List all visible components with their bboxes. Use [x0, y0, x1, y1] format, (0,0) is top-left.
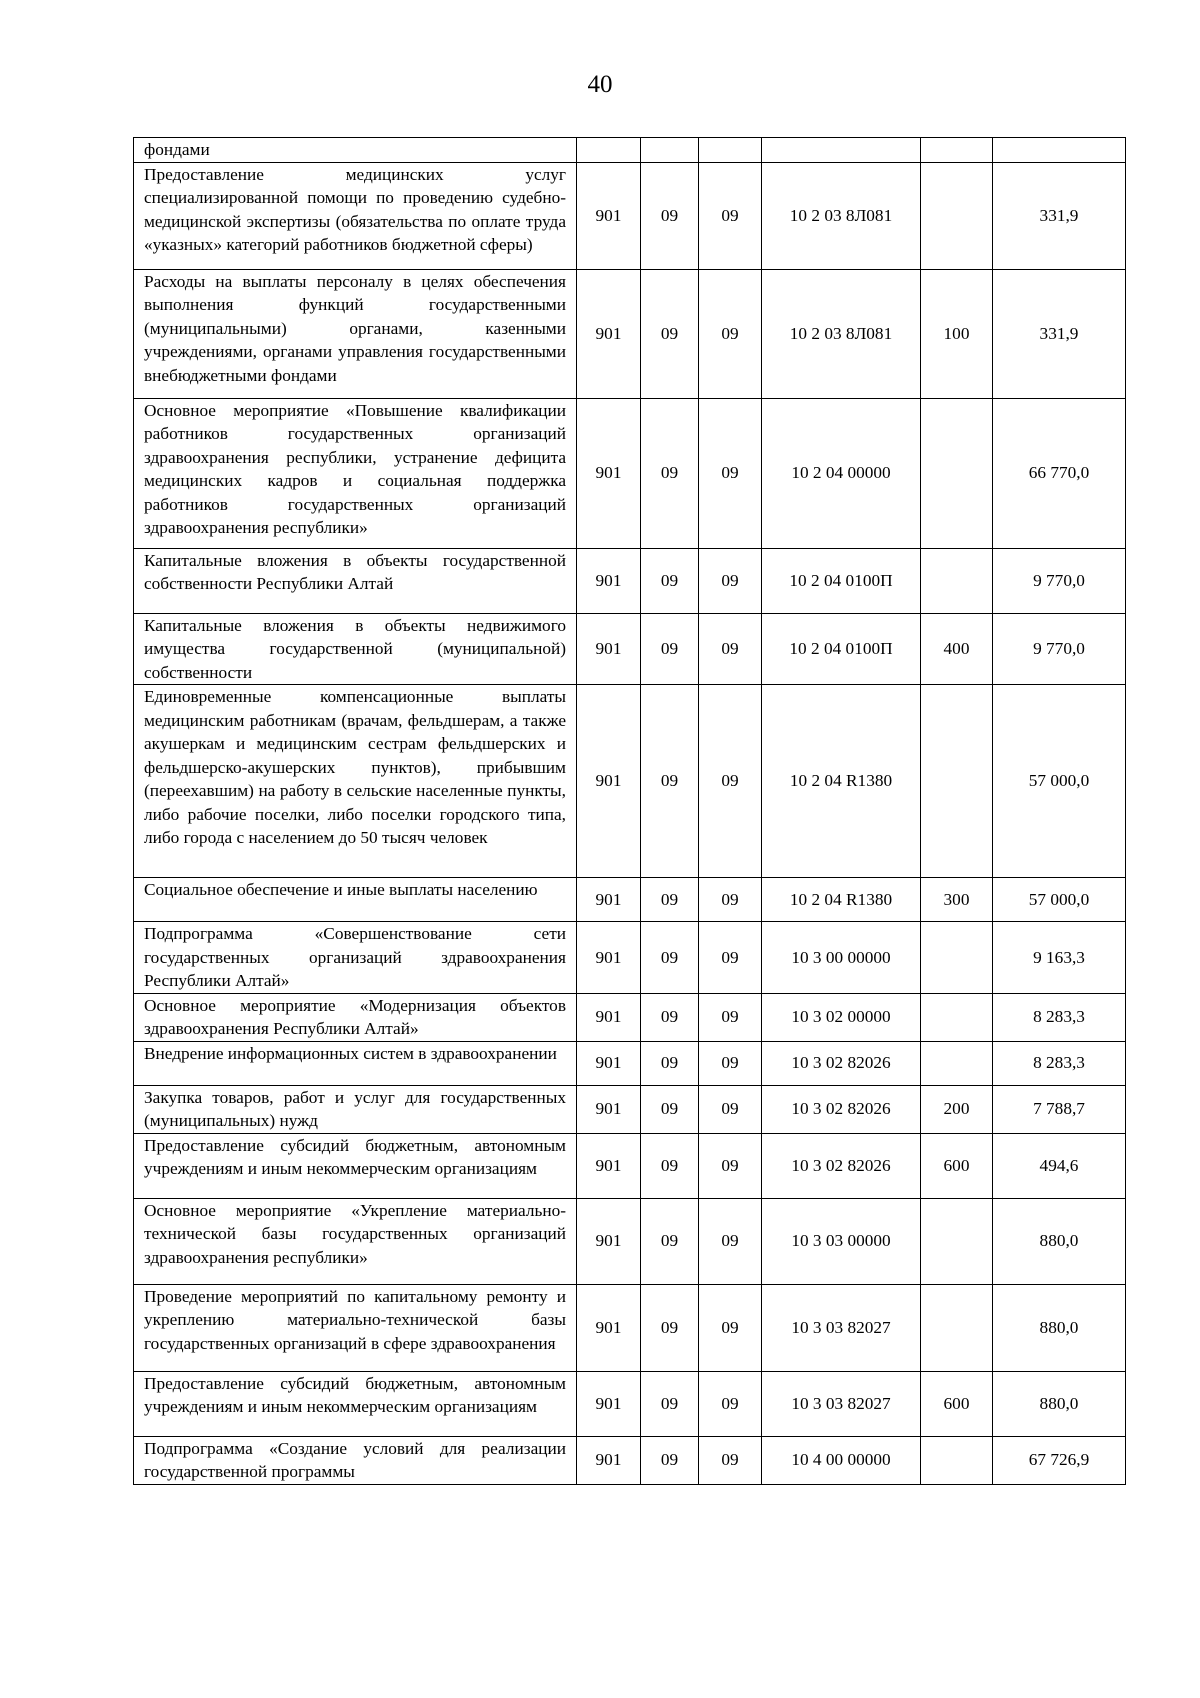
cell-section: 09	[641, 878, 699, 922]
cell-amount: 880,0	[993, 1198, 1126, 1284]
cell-section: 09	[641, 613, 699, 685]
cell-target-article: 10 3 02 82026	[762, 1041, 921, 1085]
cell-description: Капитальные вложения в объекты недвижимого имущества государственной (муниципальной) собственности	[134, 613, 577, 685]
cell-admin-code: 901	[577, 1198, 641, 1284]
cell-target-article: 10 3 02 82026	[762, 1085, 921, 1133]
cell-amount: 8 283,3	[993, 993, 1126, 1041]
cell-description: Внедрение информационных систем в здравоохранении	[134, 1041, 577, 1085]
cell-section: 09	[641, 548, 699, 613]
cell-subsection: 09	[699, 613, 762, 685]
cell-amount: 57 000,0	[993, 685, 1126, 878]
cell-subsection	[699, 138, 762, 163]
cell-target-article: 10 3 02 00000	[762, 993, 921, 1041]
cell-description: Капитальные вложения в объекты государственной собственности Республики Алтай	[134, 548, 577, 613]
table-row	[134, 1041, 1126, 1085]
cell-expense-type	[921, 922, 993, 994]
cell-amount: 9 770,0	[993, 613, 1126, 685]
table-row	[134, 685, 1126, 878]
cell-target-article	[762, 138, 921, 163]
cell-section: 09	[641, 1041, 699, 1085]
table-row	[134, 1133, 1126, 1198]
cell-expense-type	[921, 1198, 993, 1284]
cell-target-article: 10 3 00 00000	[762, 922, 921, 994]
cell-description: Расходы на выплаты персоналу в целях обеспечения выполнения функций государственными (муниципальными) органами, казенными учреждениями, органами управления государственными внебюджетными фондами	[134, 269, 577, 398]
table-row	[134, 922, 1126, 994]
cell-amount: 331,9	[993, 269, 1126, 398]
cell-section: 09	[641, 162, 699, 269]
cell-amount: 8 283,3	[993, 1041, 1126, 1085]
cell-section: 09	[641, 1436, 699, 1484]
cell-subsection: 09	[699, 269, 762, 398]
cell-subsection: 09	[699, 1085, 762, 1133]
table-row	[134, 1085, 1126, 1133]
cell-description: Социальное обеспечение и иные выплаты населению	[134, 878, 577, 922]
cell-admin-code: 901	[577, 1436, 641, 1484]
cell-description: Предоставление субсидий бюджетным, автономным учреждениям и иным некоммерческим организациям	[134, 1371, 577, 1436]
cell-amount: 880,0	[993, 1284, 1126, 1371]
cell-description: Единовременные компенсационные выплаты медицинским работникам (врачам, фельдшерам, а также акушеркам и медицинским сестрам фельдшерских и фельдшерско-акушерских пунктов), прибывшим (переехавшим) на работу в сельские населенные пункты, либо рабочие поселки, либо поселки городского типа, либо города с населением до 50 тысяч человек	[134, 685, 577, 878]
cell-description: Закупка товаров, работ и услуг для государственных (муниципальных) нужд	[134, 1085, 577, 1133]
cell-subsection: 09	[699, 1133, 762, 1198]
cell-admin-code	[577, 138, 641, 163]
cell-subsection: 09	[699, 1371, 762, 1436]
cell-amount: 9 163,3	[993, 922, 1126, 994]
cell-amount	[993, 138, 1126, 163]
table-row	[134, 162, 1126, 269]
cell-amount: 331,9	[993, 162, 1126, 269]
cell-description: Основное мероприятие «Модернизация объектов здравоохранения Республики Алтай»	[134, 993, 577, 1041]
cell-amount: 880,0	[993, 1371, 1126, 1436]
budget-table	[133, 137, 1126, 1485]
cell-description: Проведение мероприятий по капитальному ремонту и укреплению материально-технической базы государственных организаций в сфере здравоохранения	[134, 1284, 577, 1371]
cell-section: 09	[641, 993, 699, 1041]
cell-target-article: 10 2 03 8Л081	[762, 269, 921, 398]
cell-subsection: 09	[699, 993, 762, 1041]
table-row	[134, 1198, 1126, 1284]
cell-target-article: 10 3 03 00000	[762, 1198, 921, 1284]
cell-description: Основное мероприятие «Повышение квалификации работников государственных организаций здравоохранения республики, устранение дефицита медицинских кадров и социальная поддержка работников государственных организаций здравоохранения республики»	[134, 398, 577, 548]
cell-subsection: 09	[699, 398, 762, 548]
cell-admin-code: 901	[577, 1371, 641, 1436]
cell-section: 09	[641, 1371, 699, 1436]
cell-description: Подпрограмма «Совершенствование сети государственных организаций здравоохранения Республики Алтай»	[134, 922, 577, 994]
cell-target-article: 10 3 03 82027	[762, 1371, 921, 1436]
cell-section: 09	[641, 269, 699, 398]
cell-admin-code: 901	[577, 613, 641, 685]
table-row	[134, 1371, 1126, 1436]
cell-amount: 57 000,0	[993, 878, 1126, 922]
cell-admin-code: 901	[577, 162, 641, 269]
table-row	[134, 993, 1126, 1041]
table-row	[134, 398, 1126, 548]
cell-subsection: 09	[699, 1436, 762, 1484]
cell-admin-code: 901	[577, 922, 641, 994]
cell-expense-type: 300	[921, 878, 993, 922]
cell-admin-code: 901	[577, 269, 641, 398]
cell-admin-code: 901	[577, 398, 641, 548]
cell-subsection: 09	[699, 878, 762, 922]
table-row	[134, 548, 1126, 613]
page-number: 40	[587, 71, 613, 98]
cell-admin-code: 901	[577, 1085, 641, 1133]
cell-expense-type	[921, 1041, 993, 1085]
cell-expense-type	[921, 993, 993, 1041]
table-row	[134, 1436, 1126, 1484]
cell-section: 09	[641, 1198, 699, 1284]
cell-section: 09	[641, 398, 699, 548]
cell-target-article: 10 2 04 0100П	[762, 548, 921, 613]
cell-description: Предоставление медицинских услуг специализированной помощи по проведению судебно-медицинской экспертизы (обязательства по оплате труда «указных» категорий работников бюджетной сферы)	[134, 162, 577, 269]
cell-amount: 7 788,7	[993, 1085, 1126, 1133]
cell-subsection: 09	[699, 548, 762, 613]
table-row	[134, 613, 1126, 685]
cell-admin-code: 901	[577, 548, 641, 613]
cell-target-article: 10 4 00 00000	[762, 1436, 921, 1484]
cell-target-article: 10 2 04 00000	[762, 398, 921, 548]
cell-section: 09	[641, 1284, 699, 1371]
cell-expense-type	[921, 138, 993, 163]
cell-subsection: 09	[699, 1041, 762, 1085]
cell-amount: 9 770,0	[993, 548, 1126, 613]
cell-section: 09	[641, 1085, 699, 1133]
table-row	[134, 269, 1126, 398]
cell-expense-type	[921, 1284, 993, 1371]
cell-subsection: 09	[699, 1198, 762, 1284]
cell-target-article: 10 3 02 82026	[762, 1133, 921, 1198]
cell-target-article: 10 2 04 R1380	[762, 878, 921, 922]
cell-section: 09	[641, 685, 699, 878]
table-row	[134, 878, 1126, 922]
cell-subsection: 09	[699, 1284, 762, 1371]
cell-expense-type	[921, 398, 993, 548]
cell-description: фондами	[134, 138, 577, 163]
cell-admin-code: 901	[577, 878, 641, 922]
cell-target-article: 10 2 04 0100П	[762, 613, 921, 685]
cell-description: Основное мероприятие «Укрепление материально-технической базы государственных организаций здравоохранения республики»	[134, 1198, 577, 1284]
cell-section: 09	[641, 1133, 699, 1198]
cell-amount: 494,6	[993, 1133, 1126, 1198]
cell-admin-code: 901	[577, 1133, 641, 1198]
cell-admin-code: 901	[577, 685, 641, 878]
cell-section: 09	[641, 922, 699, 994]
cell-expense-type	[921, 685, 993, 878]
cell-expense-type: 600	[921, 1371, 993, 1436]
budget-table-body	[134, 138, 1126, 1485]
cell-amount: 67 726,9	[993, 1436, 1126, 1484]
cell-admin-code: 901	[577, 1041, 641, 1085]
cell-description: Подпрограмма «Создание условий для реализации государственной программы	[134, 1436, 577, 1484]
cell-expense-type	[921, 1436, 993, 1484]
cell-target-article: 10 2 03 8Л081	[762, 162, 921, 269]
cell-admin-code: 901	[577, 993, 641, 1041]
cell-amount: 66 770,0	[993, 398, 1126, 548]
cell-subsection: 09	[699, 162, 762, 269]
cell-subsection: 09	[699, 685, 762, 878]
table-row	[134, 138, 1126, 163]
cell-expense-type: 100	[921, 269, 993, 398]
table-row	[134, 1284, 1126, 1371]
cell-target-article: 10 2 04 R1380	[762, 685, 921, 878]
cell-expense-type	[921, 162, 993, 269]
cell-expense-type: 600	[921, 1133, 993, 1198]
cell-admin-code: 901	[577, 1284, 641, 1371]
cell-expense-type: 200	[921, 1085, 993, 1133]
cell-description: Предоставление субсидий бюджетным, автономным учреждениям и иным некоммерческим организациям	[134, 1133, 577, 1198]
cell-expense-type: 400	[921, 613, 993, 685]
cell-expense-type	[921, 548, 993, 613]
cell-target-article: 10 3 03 82027	[762, 1284, 921, 1371]
cell-subsection: 09	[699, 922, 762, 994]
cell-section	[641, 138, 699, 163]
